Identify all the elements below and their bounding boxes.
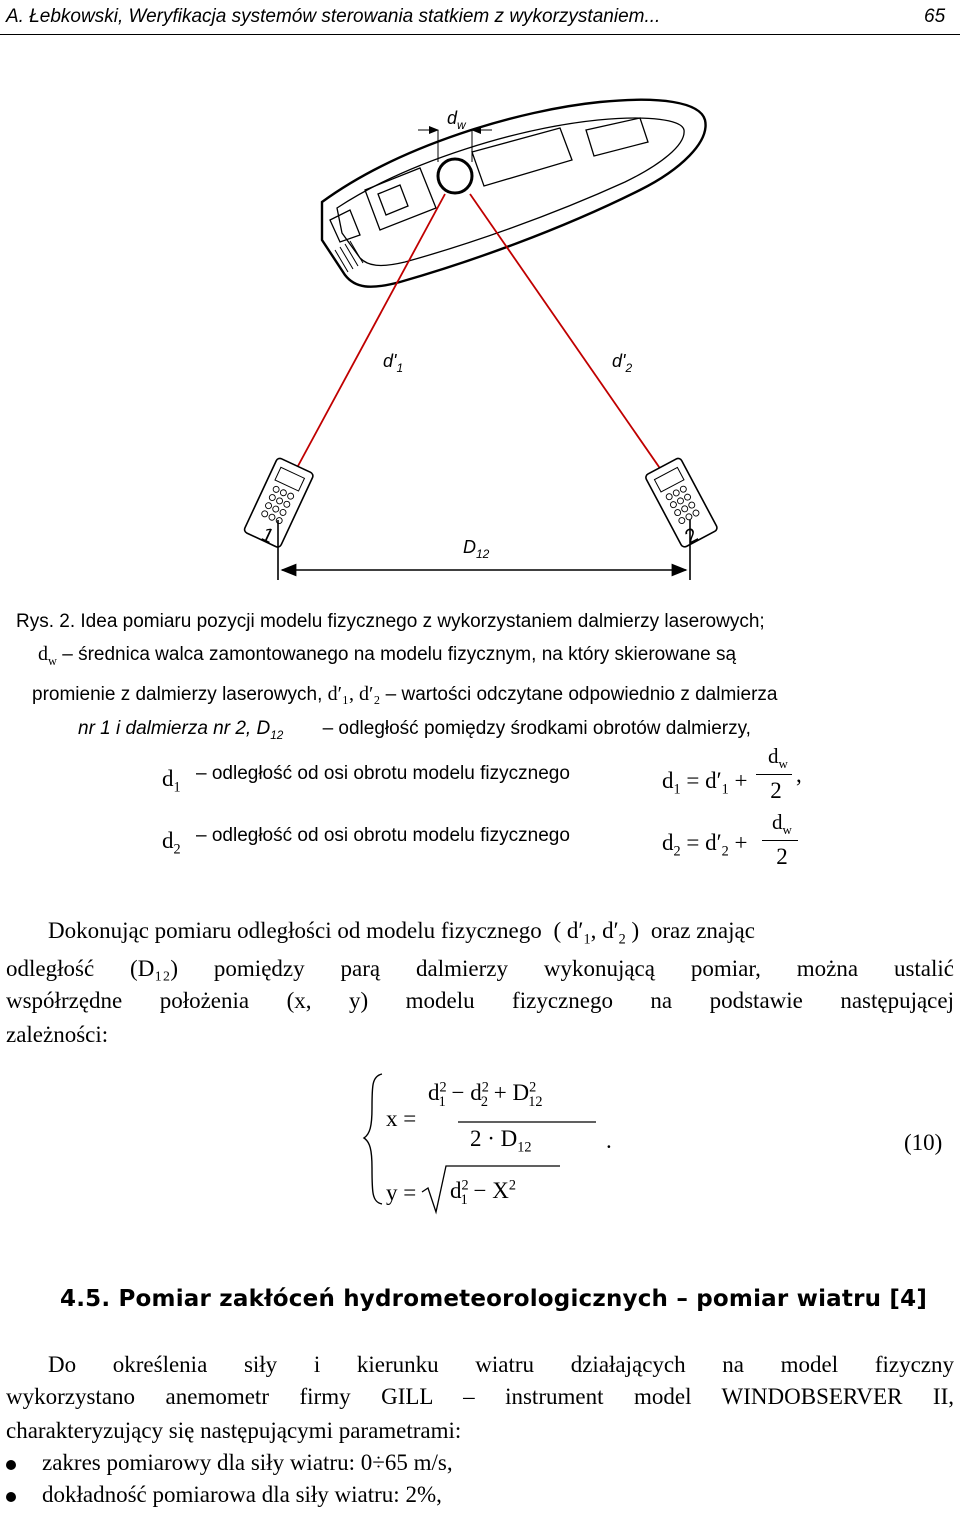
caption-text-4b: – odległość pomiędzy środkami obrotów dalmierzy,	[322, 718, 751, 739]
bullet-dot-2	[6, 1492, 16, 1502]
caption-text-4: nr 1 i dalmierza nr 2, $D_{12}$	[78, 718, 284, 742]
figure-caption-line-1	[16, 612, 765, 632]
eq-x-denominator: $2 \cdot D_{12}$	[470, 1126, 532, 1156]
paragraph-1-line-4: zależności:	[6, 1022, 109, 1047]
laser-beam-2	[470, 194, 675, 490]
bullet-item-1: zakres pomiarowy dla siły wiatru: 0÷65 m/s,	[42, 1450, 453, 1475]
d1-prime-label: $d'_1$	[383, 351, 404, 375]
d2-formula-bar	[762, 840, 798, 841]
bullet-dot-1	[6, 1460, 16, 1470]
d2-formula-den: 2	[776, 844, 788, 869]
d1-formula: $d_1 = d'_1$ +	[662, 768, 748, 798]
paragraph-1-line-1: Dokonując pomiaru odległości od modelu fizycznego ( $d'_1$, $d'_2$ ) oraz znając	[48, 918, 755, 948]
d2-formula: $d_2 = d'_2$ +	[662, 830, 748, 860]
d2-formula-num: $d_w$	[772, 810, 792, 838]
paragraph-1-line-2: odległość (D₁₂) pomiędzy parą dalmierzy wykonującą pomiar, można ustalić	[6, 956, 954, 981]
eq-x-lhs: x =	[386, 1106, 417, 1131]
eq-period: .	[606, 1128, 612, 1153]
d2-definition: – odległość od osi obrotu modelu fizycznego	[196, 825, 570, 846]
figure-caption-line-4	[78, 718, 751, 742]
eq-y-lhs: y =	[386, 1180, 417, 1205]
d-prime-symbols: d′₁, d′₂	[327, 683, 381, 705]
d1-formula-bar	[756, 774, 792, 775]
dw-symbol: $d_w$	[38, 643, 57, 668]
d1-symbol: $d_1$	[162, 766, 181, 796]
page-number: 65	[924, 6, 946, 27]
figure-caption-line-2	[38, 643, 737, 668]
caption-text-3b: – wartości odczytane odpowiednio z dalmierza	[385, 684, 778, 705]
d1-formula-comma: ,	[796, 762, 802, 787]
d2-symbol: $d_2$	[162, 828, 181, 858]
d1-formula-num: $d_w$	[768, 744, 788, 772]
eq-y-radicand: $d^2_1 - X^2$	[450, 1177, 516, 1208]
equation-number: (10)	[904, 1130, 943, 1155]
caption-text-2: – średnica walca zamontowanego na modelu fizycznym, na który skierowane są	[62, 644, 737, 665]
dw-label: $d_w$	[447, 108, 466, 132]
d1-definition: – odległość od osi obrotu modelu fizycznego	[196, 763, 570, 784]
paragraph-2-line-3: charakteryzujący się następującymi parametrami:	[6, 1418, 462, 1443]
paragraph-2-line-2: wykorzystano anemometr firmy GILL – instrument model WINDOBSERVER II,	[6, 1384, 954, 1409]
rangefinder-2-number: 2	[681, 523, 702, 549]
d2-prime-label: $d'_2$	[612, 351, 633, 375]
rangefinder-1-number: 1	[257, 523, 278, 549]
d-prime-pair: ( $d'_1$, $d'_2$ )	[553, 918, 640, 948]
d1-formula-den: 2	[770, 778, 782, 803]
bullet-item-2: dokładność pomiarowa dla siły wiatru: 2%,	[42, 1482, 442, 1507]
eq-x-numerator: $d^2_1 - d^2_2 + D^2_{12}$	[428, 1079, 543, 1110]
D12-label: $D_{12}$	[463, 537, 490, 561]
paragraph-1-line-3: współrzędne położenia (x, y) modelu fizycznego na podstawie następującej	[6, 988, 954, 1013]
laser-beam-1	[285, 194, 445, 490]
running-title: A. Łebkowski, Weryfikacja systemów sterowania statkiem z wykorzystaniem...	[6, 6, 661, 27]
caption-label: Rys. 2.	[16, 611, 76, 632]
section-heading: 4.5. Pomiar zakłóceń hydrometeorologicznych – pomiar wiatru [4]	[60, 1286, 928, 1312]
paragraph-2-line-1: Do określenia siły i kierunku wiatru działających na model fizyczny	[48, 1352, 954, 1377]
ship-rangefinder-figure	[0, 90, 960, 610]
header-rule	[0, 34, 960, 35]
rangefinder-2	[645, 457, 719, 548]
figure-caption-line-3	[32, 684, 777, 705]
caption-text-1: Idea pomiaru pozycji modelu fizycznego z wykorzystaniem dalmierzy laserowych;	[80, 611, 765, 632]
caption-text-3: promienie z dalmierzy laserowych,	[32, 684, 323, 705]
